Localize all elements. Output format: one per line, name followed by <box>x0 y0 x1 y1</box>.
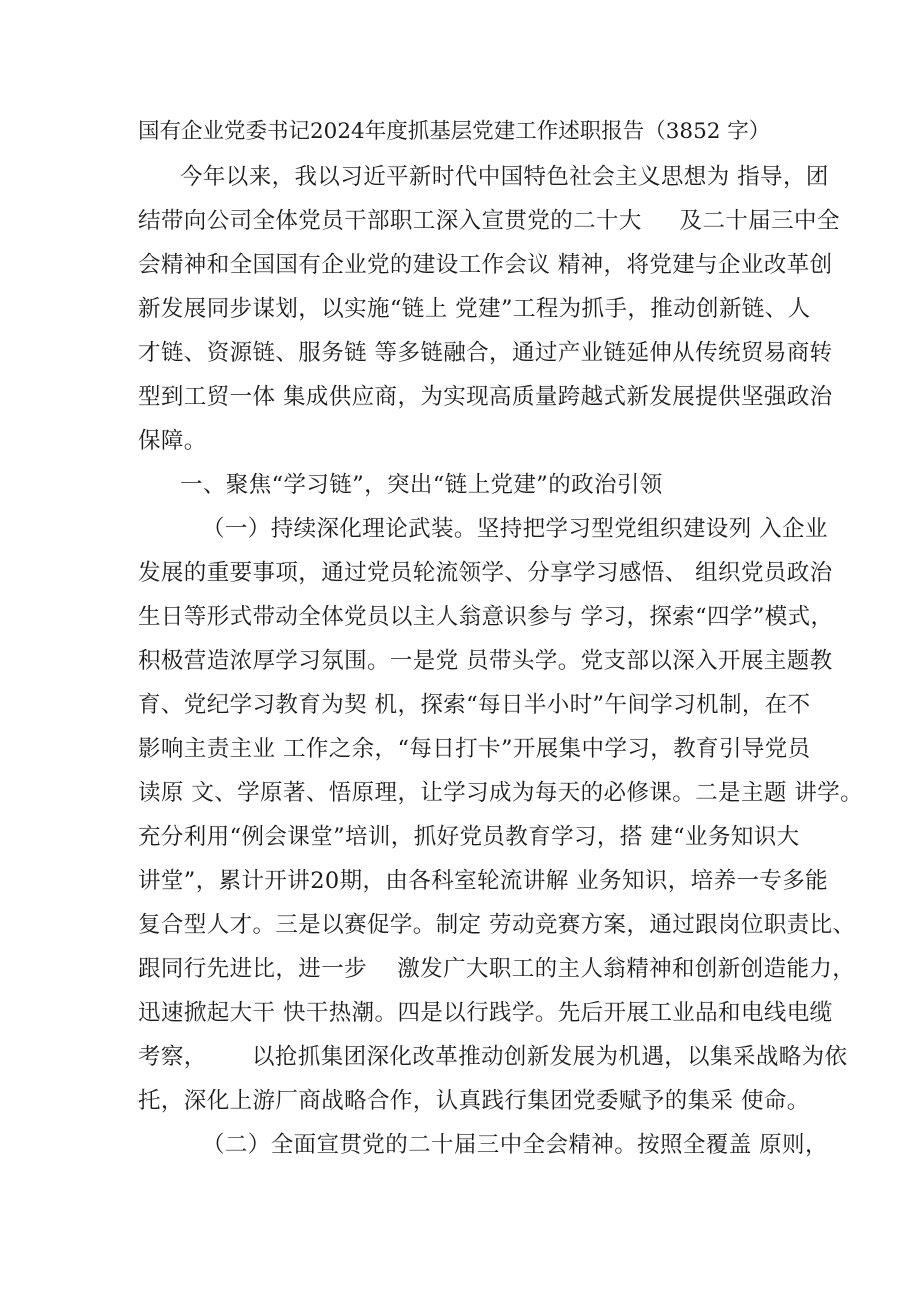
paragraph-line: 迅速掀起大干 快干热潮。四是以行践学。先后开展工业品和电线电缆 <box>138 1000 833 1026</box>
paragraph-line: 结带向公司全体党员干部职工深入宣贯党的二十大 及二十届三中全 <box>138 208 840 234</box>
paragraph-line: 保障。 <box>138 428 207 454</box>
paragraph-line: 影响主责主业 工作之余，“每日打卡”开展集中学习，教育引导党员 <box>138 736 811 762</box>
paragraph-line: 今年以来，我以习近平新时代中国特色社会主义思想为 指导，团 <box>180 164 829 190</box>
section-heading: 一、聚焦“学习链”，突出“链上党建”的政治引领 <box>180 472 663 498</box>
paragraph-line: 才链、资源链、服务链 等多链融合，通过产业链延伸从传统贸易商转 <box>138 340 833 366</box>
paragraph-line: 复合型人才。三是以赛促学。制定 劳动竞赛方案，通过跟岗位职责比、 <box>138 912 856 938</box>
paragraph-line: （一）持续深化理论武装。坚持把学习型党组织建设列 入企业 <box>202 516 828 542</box>
paragraph-line: 新发展同步谋划，以实施“链上 党建”工程为抓手，推动创新链、人 <box>138 296 811 322</box>
paragraph-line: 托，深化上游厂商战略合作，认真践行集团党委赋予的集采 使命。 <box>138 1088 810 1114</box>
paragraph-line: （二）全面宣贯党的二十届三中全会精神。按照全覆盖 原则， <box>202 1132 828 1158</box>
paragraph-line: 讲堂”，累计开讲20期，由各科室轮流讲解 业务知识，培养一专多能 <box>138 868 829 894</box>
paragraph-line: 跟同行先进比，进一步 激发广大职工的主人翁精神和创新创造能力， <box>138 956 856 982</box>
paragraph-line: 积极营造浓厚学习氛围。一是党 员带头学。党支部以深入开展主题教 <box>138 648 833 674</box>
paragraph-line: 读原 文、学原著、悟原理，让学习成为每天的必修课。二是主题 讲学。 <box>138 780 864 806</box>
paragraph-line: 育、党纪学习教育为契 机，探索“每日半小时”午间学习机制，在不 <box>138 692 811 718</box>
paragraph-line: 生日等形式带动全体党员以主人翁意识参与 学习，探索“四学”模式， <box>138 604 834 630</box>
paragraph-line: 发展的重要事项，通过党员轮流领学、分享学习感悟、 组织党员政治 <box>138 560 833 586</box>
paragraph-line: 会精神和全国国有企业党的建设工作会议 精神，将党建与企业改革创 <box>138 252 833 278</box>
paragraph-line: 型到工贸一体 集成供应商，为实现高质量跨越式新发展提供坚强政治 <box>138 384 833 410</box>
document-title: 国有企业党委书记2024年度抓基层党建工作述职报告（3852 字） <box>138 119 771 144</box>
paragraph-line: 充分利用“例会课堂”培训，抓好党员教育学习，搭 建“业务知识大 <box>138 824 800 850</box>
paragraph-line: 考察， 以抢抓集团深化改革推动创新发展为机遇，以集采战略为依 <box>138 1044 848 1070</box>
